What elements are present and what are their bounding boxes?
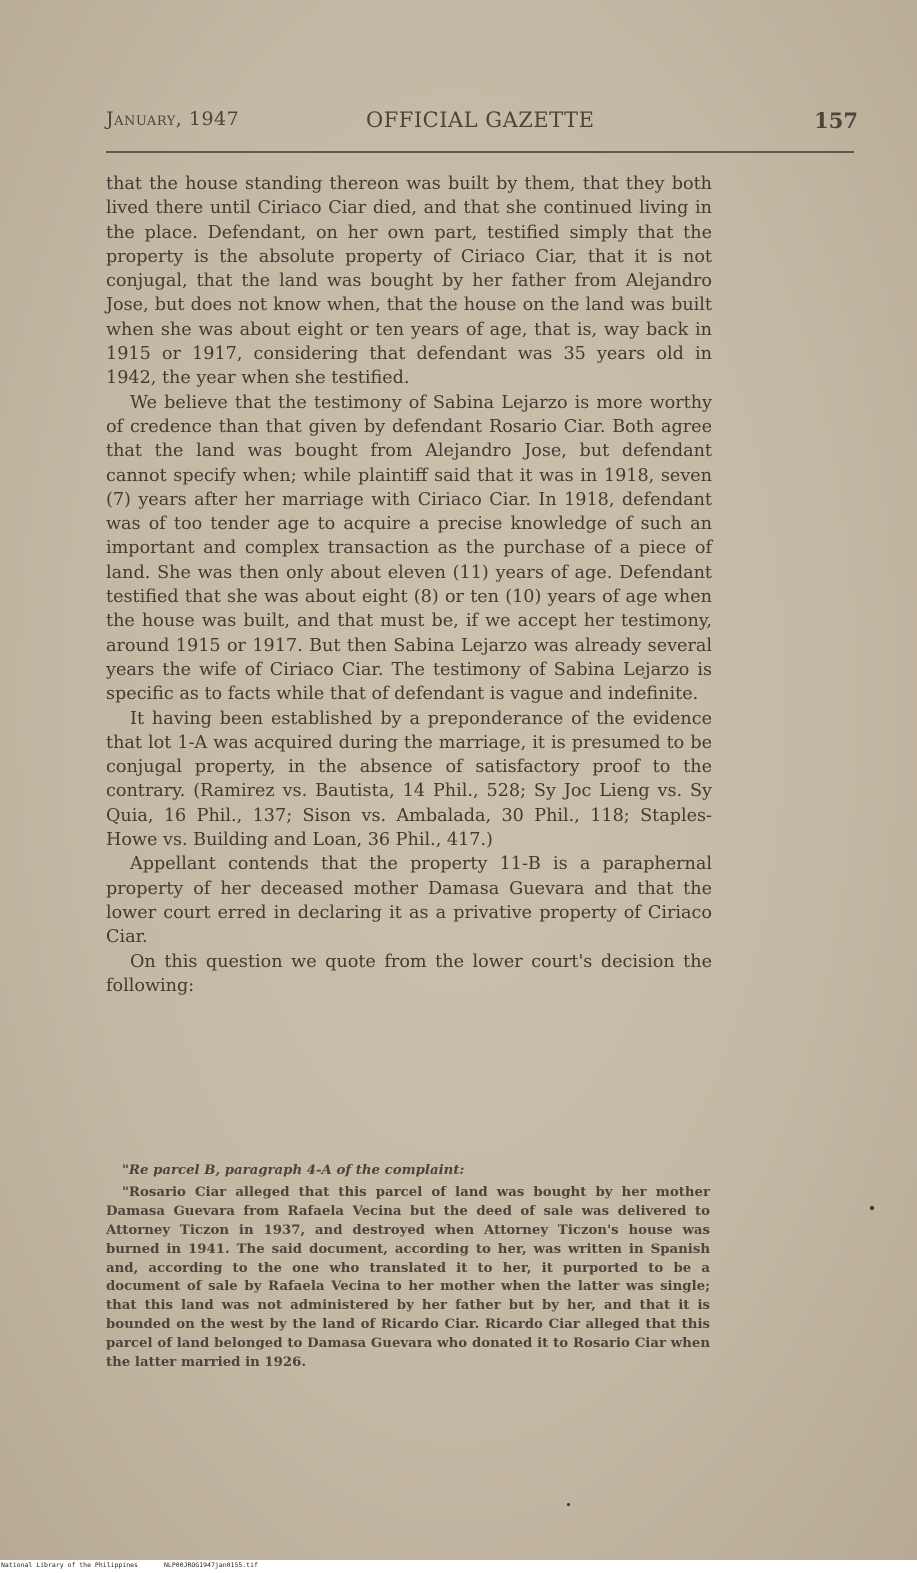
running-header <box>106 108 858 140</box>
quote-heading: "Re parcel B, paragraph 4-A of the complaint: <box>122 1163 465 1178</box>
library-credit: National Library of the Philippines <box>1 1561 138 1569</box>
paragraph-1: that the house standing thereon was built by them, that they both lived there until Ciriaco Ciar died, and that she continued living in the place. Defendant, on her own part, testified simply that the property is the absolute property of Ciriaco Ciar, that it is not conjugal, that the land was bought by her father from Alejandro Jose, but does not know when, that the house on the land was built when she was about eight or ten years of age, that is, way back in 1915 or 1917, considering that defendant was 35 years old in 1942, the year when she testified. <box>106 174 712 389</box>
paragraph-4: Appellant contends that the property 11-B is a paraphernal property of her deceased mother Damasa Guevara and that the lower court erred in declaring it as a privative property of Ciriaco Ciar. <box>106 854 712 948</box>
body-text <box>106 172 712 998</box>
print-speck <box>567 1503 570 1506</box>
issue-date: January, 1947 <box>106 108 240 130</box>
publication-title: OFFICIAL GAZETTE <box>366 108 595 132</box>
paragraph-2: We believe that the testimony of Sabina Lejarzo is more worthy of credence than that given by defendant Rosario Ciar. Both agree that the land was bought from Alejandro Jose, but defendant cannot specify when; while plaintiff said that it was in 1918, seven (7) years after her marriage with Ciriaco Ciar. In 1918, defendant was of too tender age to acquire a precise knowledge of such an important and complex transaction as the purchase of a piece of land. She was then only about eleven (11) years of age. Defendant testified that she was about eight (8) or ten (10) years of age when the house was built, and that must be, if we accept her testimony, around 1915 or 1917. But then Sabina Lejarzo was already several years the wife of Ciriaco Ciar. The testimony of Sabina Lejarzo is specific as to facts while that of defendant is vague and indefinite. <box>106 392 712 705</box>
scan-filename: NLP00JROG1947jan0155.tif <box>164 1561 258 1569</box>
print-speck <box>870 1206 874 1210</box>
paragraph-3: It having been established by a preponderance of the evidence that lot 1-A was acquired during the marriage, it is presumed to be conjugal property, in the absence of satisfactory proof to the contrary. (Ramirez vs. Bautista, 14 Phil., 528; Sy Joc Lieng vs. Sy Quia, 16 Phil., 137; Sison vs. Ambalada, 30 Phil., 118; Staples-Howe vs. Building and Loan, 36 Phil., 417.) <box>106 708 712 851</box>
paragraph-5: On this question we quote from the lower court's decision the following: <box>106 951 712 996</box>
quote-text: "Rosario Ciar alleged that this parcel of land was bought by her mother Damasa Guevara from Rafaela Vecina but the deed of sale was delivered to Attorney Ticzon in 1937, and destroyed when Attorney Ticzon's house was burned in 1941. The said document, according to her, was written in Spanish and, according to the one who translated it to her, it purported to be a document of sale by Rafaela Vecina to her mother when the latter was single; that this land was not administered by her father but by her, and that it is bounded on the west by the land of Ricardo Ciar. Ricardo Ciar alleged that this parcel of land belonged to Damasa Guevara who donated it to Rosario Ciar when the latter married in 1926. <box>106 1184 710 1371</box>
court-decision-quote <box>106 1162 710 1373</box>
page-number: 157 <box>814 108 858 133</box>
header-rule <box>106 151 854 153</box>
